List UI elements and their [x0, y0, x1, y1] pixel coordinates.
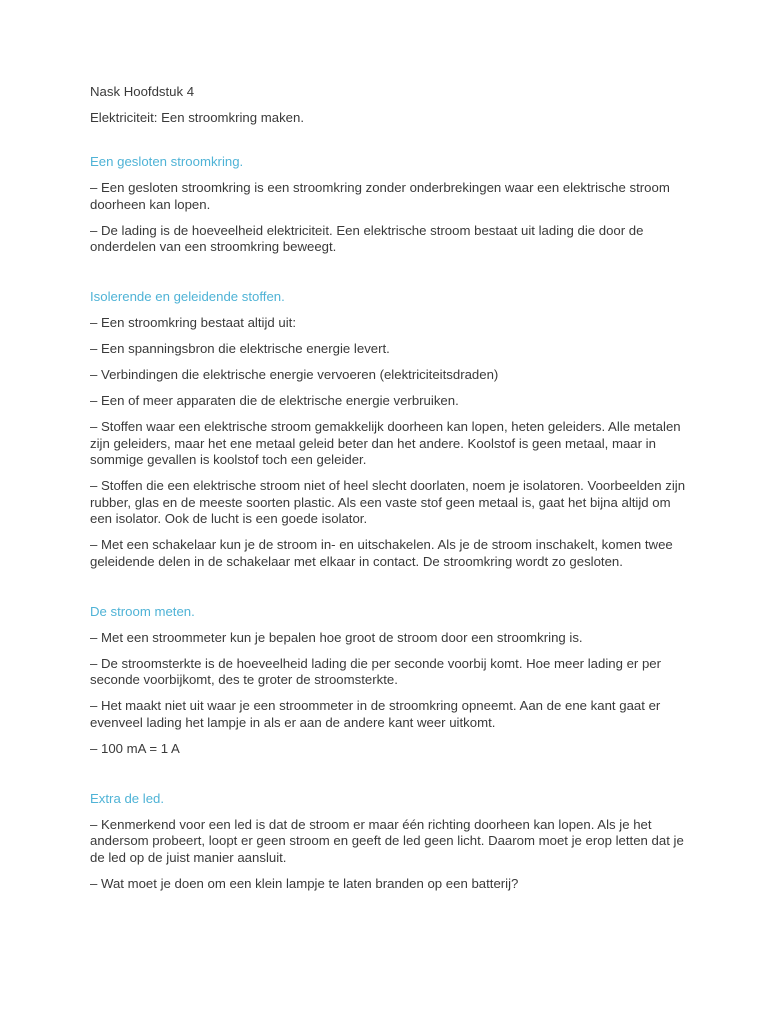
- paragraph: – De stroomsterkte is de hoeveelheid lading die per seconde voorbij komt. Hoe meer lading er per seconde voorbijkomt, des te groter de stroomsterkte.: [90, 655, 662, 687]
- paragraph: – Verbindingen die elektrische energie vervoeren (elektriciteitsdraden): [90, 367, 499, 382]
- document-page: [90, 84, 690, 902]
- section-heading-extra-led: Extra de led.: [90, 790, 165, 806]
- paragraph: – Een spanningsbron die elektrische energie levert.: [90, 341, 390, 356]
- paragraph: – Stoffen die een elektrische stroom niet of heel slecht doorlaten, noem je isolatoren. Voorbeelden zijn rubber, glas en de meeste soorten plastic. Als een vaste stof geen metaal is, gaat het bijna altijd om een isolator. Ook de lucht is een goede isolator.: [90, 478, 686, 526]
- document-title: Nask Hoofdstuk 4: [90, 84, 195, 99]
- paragraph: – Wat moet je doen om een klein lampje te laten branden op een batterij?: [90, 875, 519, 891]
- paragraph: – Met een schakelaar kun je de stroom in- en uitschakelen. Als je de stroom inschakelt, komen twee geleidende delen in de schakelaar met elkaar in contact. De stroomkring wordt zo gesloten.: [90, 537, 673, 569]
- paragraph: – 100 mA = 1 A: [90, 740, 180, 756]
- section-heading-stroom-meten: De stroom meten.: [90, 603, 195, 619]
- paragraph: – Kenmerkend voor een led is dat de stroom er maar één richting doorheen kan lopen. Als je het andersom probeert, loopt er geen stroom en geeft de led geen licht. Daarom moet je erop letten dat je de led op de juist manier aansluit.: [90, 816, 684, 865]
- section-heading-gesloten-stroomkring: Een gesloten stroomkring.: [90, 154, 244, 169]
- paragraph: – Het maakt niet uit waar je een stroommeter in de stroomkring opneemt. Aan de ene kant gaat er evenveel lading het lampje in als er aan de andere kant weer uitkomt.: [90, 698, 661, 730]
- section-heading-isolerende-geleidende-stoffen: Isolerende en geleidende stoffen.: [90, 289, 285, 304]
- document-subtitle: Elektriciteit: Een stroomkring maken.: [90, 110, 305, 125]
- paragraph: – De lading is de hoeveelheid elektriciteit. Een elektrische stroom bestaat uit lading die door de onderdelen van een stroomkring beweegt.: [90, 222, 644, 254]
- paragraph: – Stoffen waar een elektrische stroom gemakkelijk doorheen kan lopen, heten geleiders. Alle metalen zijn geleiders, maar het ene metaal geleid beter dan het andere. Koolstof is geen metaal, maar in sommige gevallen is koolstof toch een geleider.: [90, 419, 681, 467]
- paragraph: – Een gesloten stroomkring is een stroomkring zonder onderbrekingen waar een elektrische stroom doorheen kan lopen.: [90, 180, 670, 212]
- paragraph: – Een stroomkring bestaat altijd uit:: [90, 315, 296, 330]
- paragraph: – Met een stroommeter kun je bepalen hoe groot de stroom door een stroomkring is.: [90, 629, 583, 645]
- paragraph: – Een of meer apparaten die de elektrische energie verbruiken.: [90, 393, 459, 408]
